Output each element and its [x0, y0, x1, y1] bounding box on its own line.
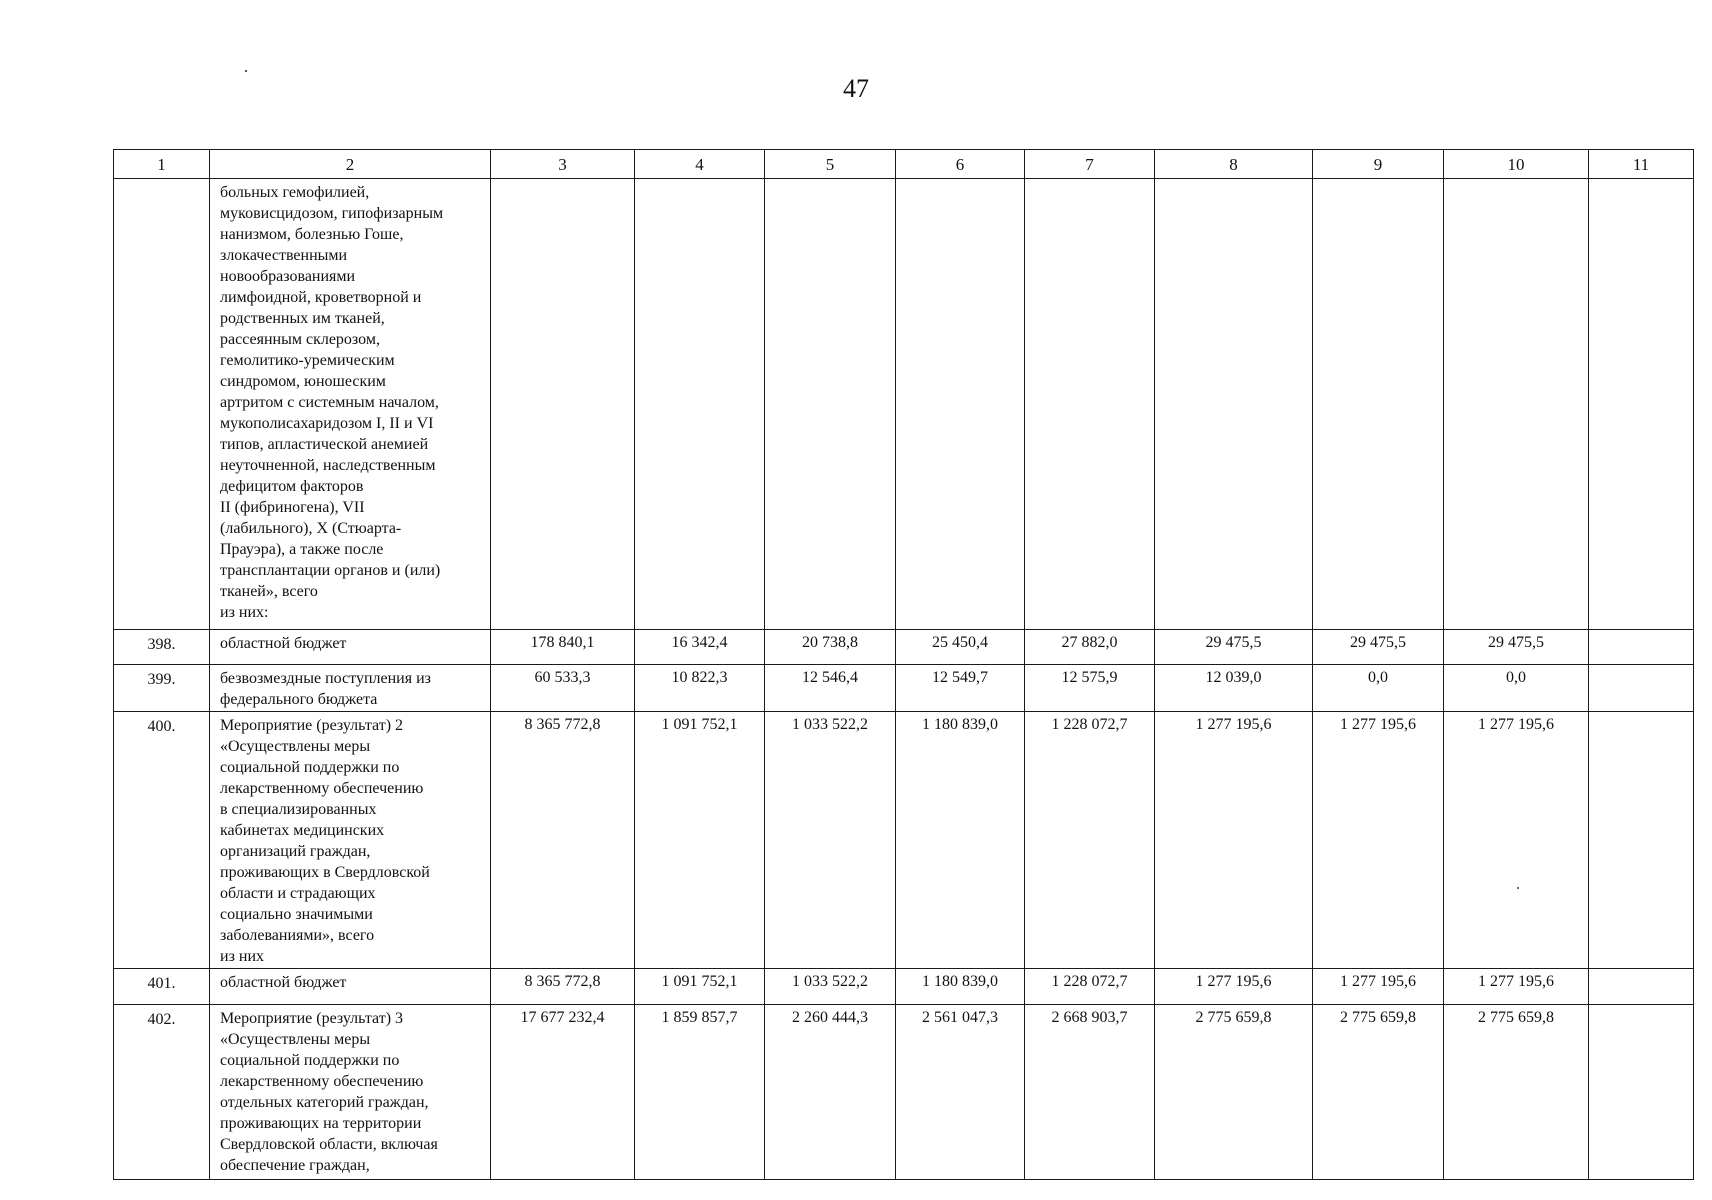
cell-value: 1 180 839,0: [896, 712, 1025, 969]
cell-value: 1 277 195,6: [1444, 969, 1589, 1005]
row-description: Мероприятие (результат) 3 «Осуществлены меры социальной поддержки по лекарственному обеспечению отдельных категорий граждан, проживающих на территории Свердловской области, включая обеспечение граждан,: [210, 1005, 491, 1180]
cell-value: 12 575,9: [1025, 665, 1155, 712]
table-row: [114, 712, 1694, 969]
cell-value: 1 180 839,0: [896, 969, 1025, 1005]
cell-value: 1 033 522,2: [765, 712, 896, 969]
cell-value: 1 277 195,6: [1313, 712, 1444, 969]
cell-value: [1589, 179, 1694, 630]
cell-value: [1589, 630, 1694, 665]
cell-value: 29 475,5: [1444, 630, 1589, 665]
table-row: [114, 1005, 1694, 1180]
row-description: Мероприятие (результат) 2 «Осуществлены меры социальной поддержки по лекарственному обеспечению в специализированных кабинетах медицинских организаций граждан, проживающих в Свердловской области и страдающих социально значимыми заболеваниями», всего из них: [210, 712, 491, 969]
cell-value: 1 033 522,2: [765, 969, 896, 1005]
cell-value: [896, 179, 1025, 630]
cell-value: 1 228 072,7: [1025, 969, 1155, 1005]
cell-value: 1 091 752,1: [635, 712, 765, 969]
column-header: 5: [765, 150, 896, 179]
cell-value: 20 738,8: [765, 630, 896, 665]
cell-value: 0,0: [1313, 665, 1444, 712]
cell-value: 2 561 047,3: [896, 1005, 1025, 1180]
cell-value: [1155, 179, 1313, 630]
column-header: 10: [1444, 150, 1589, 179]
cell-value: 29 475,5: [1313, 630, 1444, 665]
column-header: 3: [491, 150, 635, 179]
cell-value: 1 277 195,6: [1313, 969, 1444, 1005]
cell-value: 1 277 195,6: [1444, 712, 1589, 969]
cell-value: 2 260 444,3: [765, 1005, 896, 1180]
row-description: безвозмездные поступления из федерального бюджета: [210, 665, 491, 712]
column-header: 7: [1025, 150, 1155, 179]
budget-table: [113, 149, 1694, 1180]
cell-value: 12 546,4: [765, 665, 896, 712]
column-header: 8: [1155, 150, 1313, 179]
scan-speck: [245, 70, 247, 72]
column-header: 4: [635, 150, 765, 179]
cell-value: 1 859 857,7: [635, 1005, 765, 1180]
column-header: 6: [896, 150, 1025, 179]
cell-value: [635, 179, 765, 630]
cell-value: [1589, 969, 1694, 1005]
cell-value: 10 822,3: [635, 665, 765, 712]
cell-value: 1 228 072,7: [1025, 712, 1155, 969]
table-row: [114, 630, 1694, 665]
cell-value: 27 882,0: [1025, 630, 1155, 665]
cell-value: 8 365 772,8: [491, 969, 635, 1005]
column-header: 1: [114, 150, 210, 179]
cell-value: 1 277 195,6: [1155, 969, 1313, 1005]
row-number: 399.: [114, 665, 210, 712]
cell-value: [1444, 179, 1589, 630]
cell-value: 8 365 772,8: [491, 712, 635, 969]
row-number: [114, 179, 210, 630]
column-header: 2: [210, 150, 491, 179]
cell-value: 0,0: [1444, 665, 1589, 712]
cell-value: [1589, 712, 1694, 969]
cell-value: 1 277 195,6: [1155, 712, 1313, 969]
column-header: 9: [1313, 150, 1444, 179]
cell-value: [765, 179, 896, 630]
row-number: 398.: [114, 630, 210, 665]
row-description: областной бюджет: [210, 630, 491, 665]
page-number: 47: [843, 74, 869, 103]
cell-value: 2 775 659,8: [1155, 1005, 1313, 1180]
table-row: [114, 179, 1694, 630]
cell-value: 17 677 232,4: [491, 1005, 635, 1180]
cell-value: 1 091 752,1: [635, 969, 765, 1005]
table-header-row: [114, 150, 1694, 179]
cell-value: [1589, 1005, 1694, 1180]
row-description: больных гемофилией, муковисцидозом, гипофизарным нанизмом, болезнью Гоше, злокачественными новообразованиями лимфоидной, кроветворной и родственных им тканей, рассеянным склерозом, гемолитико-уремическим синдромом, юношеским артритом с системным началом, мукополисахаридозом I, II и VI типов, апластической анемией неуточненной, наследственным дефицитом факторов II (фибриногена), VII (лабильного), X (Стюарта- Прауэра), а также после трансплантации органов и (или) тканей», всего из них:: [210, 179, 491, 630]
table-row: [114, 969, 1694, 1005]
table-row: [114, 665, 1694, 712]
cell-value: 12 039,0: [1155, 665, 1313, 712]
cell-value: 2 775 659,8: [1313, 1005, 1444, 1180]
cell-value: 25 450,4: [896, 630, 1025, 665]
cell-value: 178 840,1: [491, 630, 635, 665]
cell-value: 2 668 903,7: [1025, 1005, 1155, 1180]
cell-value: 2 775 659,8: [1444, 1005, 1589, 1180]
cell-value: 12 549,7: [896, 665, 1025, 712]
row-number: 400.: [114, 712, 210, 969]
row-number: 402.: [114, 1005, 210, 1180]
cell-value: 29 475,5: [1155, 630, 1313, 665]
cell-value: 16 342,4: [635, 630, 765, 665]
row-number: 401.: [114, 969, 210, 1005]
cell-value: 60 533,3: [491, 665, 635, 712]
cell-value: [491, 179, 635, 630]
cell-value: [1025, 179, 1155, 630]
row-description: областной бюджет: [210, 969, 491, 1005]
cell-value: [1589, 665, 1694, 712]
column-header: 11: [1589, 150, 1694, 179]
cell-value: [1313, 179, 1444, 630]
